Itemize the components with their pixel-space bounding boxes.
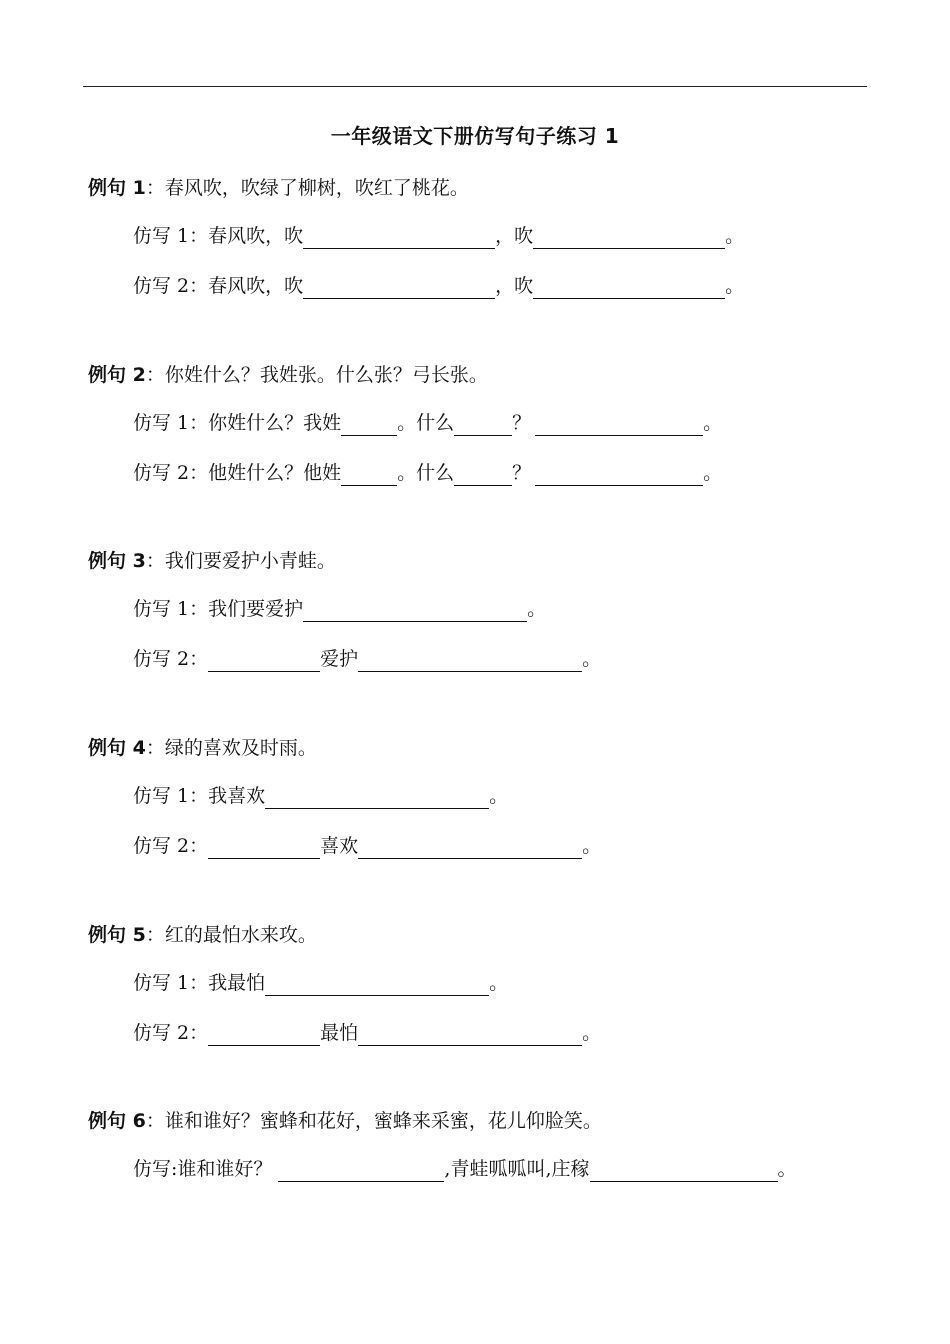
exercise-3-2 [133, 646, 601, 672]
prompt-text: ,青蛙呱呱叫,庄稼 [444, 1158, 590, 1180]
exercise-5-2 [133, 1020, 601, 1046]
page-title: 一年级语文下册仿写句子练习 1 [330, 124, 620, 148]
answer-blank[interactable] [533, 276, 725, 299]
example-label: 例句 6 [88, 1110, 146, 1132]
prompt-text: 最怕 [320, 1022, 359, 1044]
prompt-text: 。 [725, 225, 745, 247]
answer-blank[interactable] [454, 463, 512, 486]
prompt-text: ，吹 [495, 275, 534, 297]
example-label: 例句 4 [88, 737, 146, 759]
exercise-5-1 [133, 970, 508, 996]
answer-blank[interactable] [278, 1159, 444, 1182]
prompt-text: 仿写 1：你姓什么？我姓 [133, 412, 342, 434]
prompt-text: 仿写 1：我最怕 [133, 972, 266, 994]
example-sentence: ：你姓什么？我姓张。什么张？弓长张。 [145, 364, 488, 386]
example-sentence: ：绿的喜欢及时雨。 [145, 737, 317, 759]
answer-blank[interactable] [454, 413, 512, 436]
prompt-text: 仿写 1：我们要爱护 [133, 598, 304, 620]
prompt-text: 仿写 2：春风吹，吹 [133, 275, 304, 297]
prompt-text: 。 [582, 1022, 602, 1044]
exercise-6-1 [133, 1156, 797, 1182]
exercise-2-1 [133, 410, 722, 436]
answer-blank[interactable] [303, 599, 527, 622]
answer-blank[interactable] [265, 786, 489, 809]
example-2 [88, 360, 488, 387]
answer-blank[interactable] [208, 836, 320, 859]
answer-blank[interactable] [358, 1023, 582, 1046]
prompt-text: 。 [489, 972, 509, 994]
answer-blank[interactable] [265, 973, 489, 996]
answer-blank[interactable] [303, 226, 495, 249]
prompt-text: 喜欢 [320, 835, 359, 857]
answer-blank[interactable] [533, 226, 725, 249]
example-1 [88, 173, 469, 200]
answer-blank[interactable] [341, 413, 397, 436]
answer-blank[interactable] [303, 276, 495, 299]
example-sentence: ：谁和谁好？蜜蜂和花好，蜜蜂来采蜜，花儿仰脸笑。 [145, 1110, 602, 1132]
answer-blank[interactable] [208, 649, 320, 672]
prompt-text: 。 [582, 835, 602, 857]
prompt-text: 。 [582, 648, 602, 670]
prompt-text: 。 [777, 1158, 797, 1180]
answer-blank[interactable] [535, 413, 703, 436]
example-sentence: ：我们要爱护小青蛙。 [145, 550, 336, 572]
exercise-1-1 [133, 223, 744, 249]
answer-blank[interactable] [535, 463, 703, 486]
prompt-text: 。 [703, 462, 723, 484]
prompt-text: 仿写 2： [133, 648, 209, 670]
top-rule [83, 86, 867, 87]
prompt-text: 。什么 [397, 412, 455, 434]
prompt-text: 仿写 2：他姓什么？他姓 [133, 462, 342, 484]
prompt-text: 仿写 2： [133, 835, 209, 857]
prompt-text: 。什么 [397, 462, 455, 484]
prompt-text: 仿写 1：春风吹，吹 [133, 225, 304, 247]
exercise-2-2 [133, 460, 722, 486]
prompt-text: 。 [703, 412, 723, 434]
prompt-text: 。 [489, 785, 509, 807]
answer-blank[interactable] [208, 1023, 320, 1046]
exercise-1-2 [133, 273, 744, 299]
example-label: 例句 5 [88, 924, 146, 946]
example-label: 例句 3 [88, 550, 146, 572]
example-6 [88, 1106, 602, 1133]
answer-blank[interactable] [590, 1159, 778, 1182]
answer-blank[interactable] [358, 836, 582, 859]
prompt-text: 。 [725, 275, 745, 297]
exercise-4-1 [133, 783, 508, 809]
prompt-text: 。 [527, 598, 547, 620]
exercise-3-1 [133, 596, 546, 622]
example-3 [88, 546, 336, 573]
example-label: 例句 2 [88, 364, 146, 386]
answer-blank[interactable] [341, 463, 397, 486]
prompt-text: 仿写 2： [133, 1022, 209, 1044]
prompt-text: ，吹 [495, 225, 534, 247]
prompt-text: 仿写:谁和谁好？ [133, 1158, 273, 1180]
prompt-text: 仿写 1：我喜欢 [133, 785, 266, 807]
prompt-text: 爱护 [320, 648, 359, 670]
example-sentence: ：春风吹，吹绿了柳树，吹红了桃花。 [145, 177, 469, 199]
exercise-4-2 [133, 833, 601, 859]
example-5 [88, 920, 317, 947]
answer-blank[interactable] [358, 649, 582, 672]
prompt-text: ？ [512, 412, 532, 434]
example-4 [88, 733, 317, 760]
example-sentence: ：红的最怕水来攻。 [145, 924, 317, 946]
example-label: 例句 1 [88, 177, 146, 199]
prompt-text: ？ [512, 462, 532, 484]
